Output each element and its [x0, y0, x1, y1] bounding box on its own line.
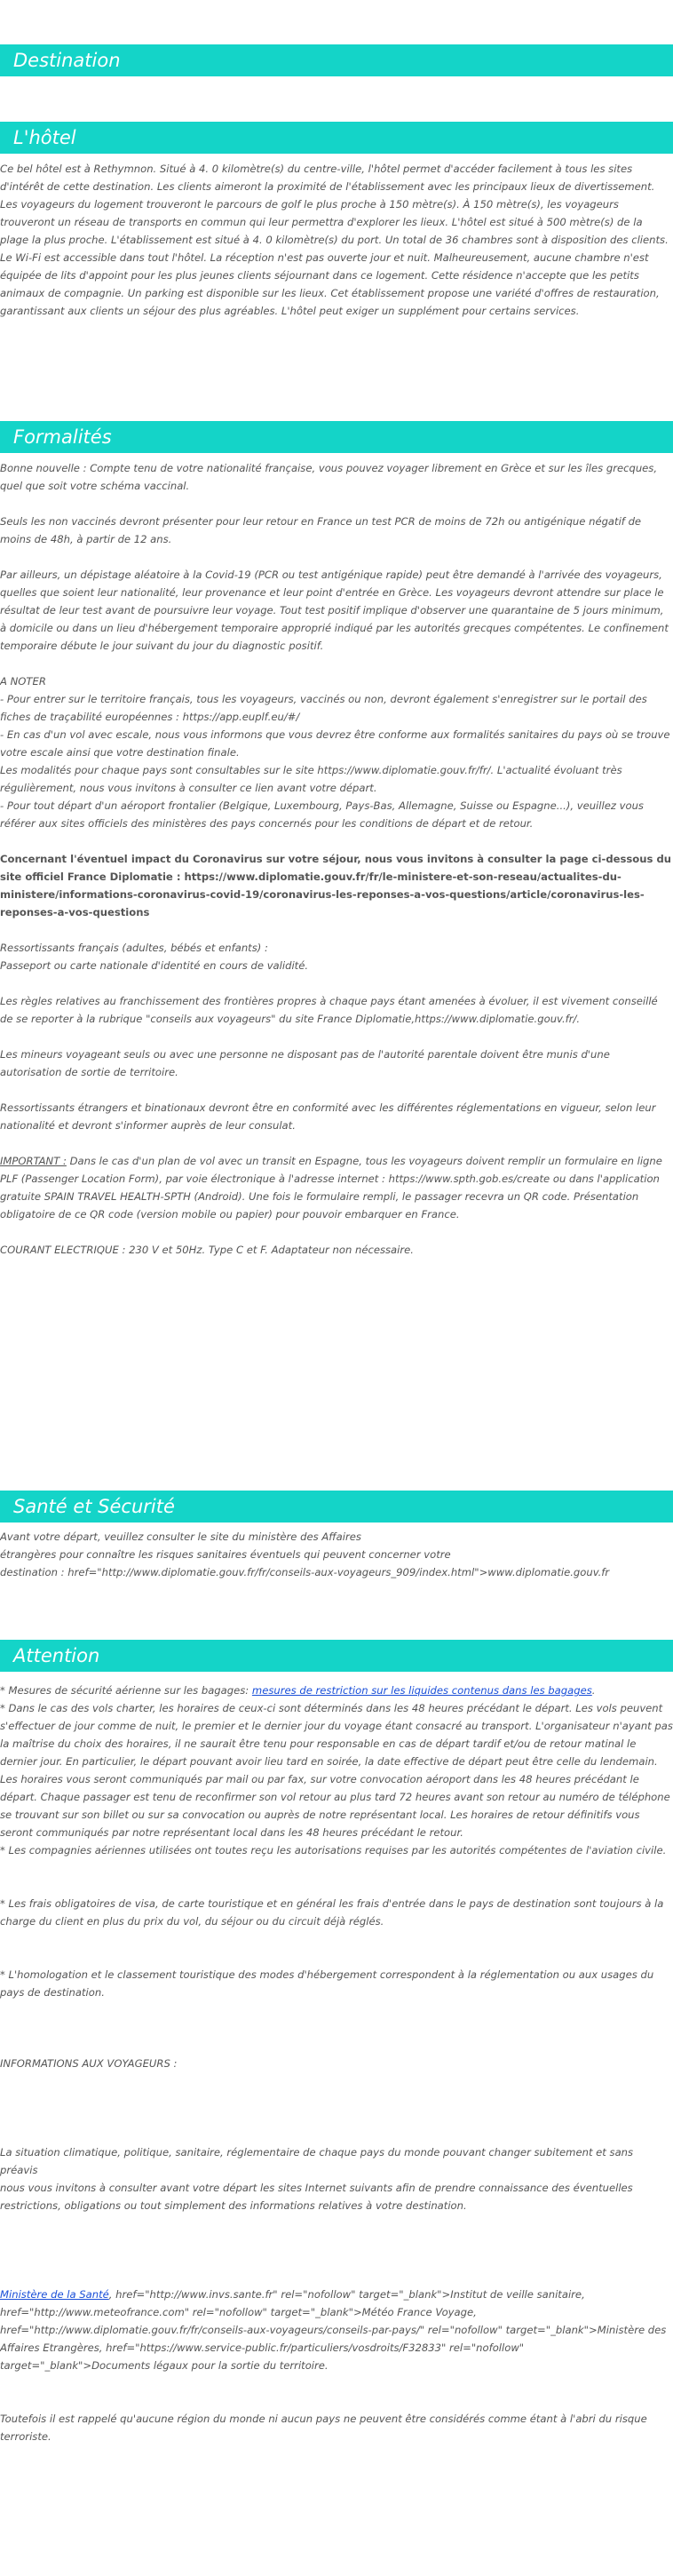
note-line: - Pour tout départ d'un aéroport frontalier (Belgique, Luxembourg, Pays-Bas, Allemagne, Suisse ou Espagne...), veuillez vous référer aux sites officiels des ministères des pays concernés pour les conditions de départ et de retour. [0, 799, 644, 830]
sante-content [0, 1528, 673, 1581]
section-title: Destination [13, 50, 121, 71]
compagnies-paragraph: * Les compagnies aériennes utilisées ont toutes reçu les autorisations requises par les autorités compétentes de l'aviation civile. [0, 1844, 667, 1856]
section-title: L'hôtel [13, 127, 76, 148]
courant-paragraph: COURANT ELECTRIQUE : 230 V et 50Hz. Type C et F. Adaptateur non nécessaire. [0, 1244, 414, 1256]
ressortissants-line: Passeport ou carte nationale d'identité en cours de validité. [0, 959, 309, 972]
frais-paragraph: * Les frais obligatoires de visa, de carte touristique et en général les frais d'entrée dans le pays de destination sont toujours à la charge du client en plus du prix du vol, du séjour ou du circuit déjà réglés. [0, 1897, 664, 1928]
liquides-link[interactable]: mesures de restriction sur les liquides contenus dans les bagages [251, 1684, 592, 1697]
section-header-destination [0, 44, 673, 76]
ministere-rest: , href="http://www.invs.sante.fr" rel="nofollow" target="_blank">Institut de veille sanitaire, href="http://www.meteofrance.com" rel="nofollow" target="_blank">Météo France Voyage, href="http://www.diplomatie.gouv.fr/fr/conseils-aux-voyageurs/conseils-par-pays/" rel="nofollow" target="_blank">Ministère des Affaires Etrangères, href="https://www.service-public.fr/particuliers/vosdroits/F32833" rel="nofollow" target="_blank">Documents légaux pour la sortie du territoire. [0, 2288, 667, 2372]
homologation-paragraph: * L'homologation et le classement touristique des modes d'hébergement correspondent à la réglementation ou aux usages du pays de destination. [0, 1968, 654, 1999]
section-title: Attention [13, 1645, 100, 1666]
formalites-paragraph: Seuls les non vaccinés devront présenter pour leur retour en France un test PCR de moins de 72h ou antigénique négatif de moins de 48h, à partir de 12 ans. [0, 515, 642, 545]
important-text: Dans le cas d'un plan de vol avec un transit en Espagne, tous les voyageurs doivent remplir un formulaire en ligne PLF (Passenger Location Form), par voie électronique à l'adresse internet : https://www.spth.gob.es/create ou dans l'application gratuite SPAIN TRAVEL HEALTH-SPTH (Android). Une fois le formulaire rempli, le passager recevra un QR code. Présentation obligatoire de ce QR code (version mobile ou papier) pour pouvoir embarquer en France. [0, 1155, 662, 1220]
mesures-paragraph [0, 1682, 673, 1699]
sante-line: destination : href="http://www.diplomatie.gouv.fr/fr/conseils-aux-voyageurs_909/index.html">www.diplomatie.gouv.fr [0, 1566, 610, 1578]
important-paragraph [0, 1152, 673, 1223]
note-title: A NOTER [0, 675, 46, 688]
situation-line: nous vous invitons à consulter avant votre départ les sites Internet suivants afin de prendre connaissance des éventuelles restrictions, obligations ou tout simplement des informations relatives à votre destination. [0, 2182, 633, 2212]
ressortissants-line: Ressortissants français (adultes, bébés et enfants) : [0, 942, 268, 954]
mesures-suffix: . [591, 1684, 596, 1697]
ministere-paragraph [0, 2286, 673, 2374]
sante-line: étrangères pour connaître les risques sanitaires éventuels qui peuvent concerner votre [0, 1548, 451, 1561]
etrangers-paragraph: Ressortissants étrangers et binationaux devront être en conformité avec les différentes réglementations en vigueur, selon leur nationalité et devront s'informer auprès de leur consulat. [0, 1101, 656, 1132]
section-title: Formalités [13, 426, 112, 448]
formalites-content [0, 459, 673, 1259]
hotel-description [0, 160, 673, 320]
vols-charter-paragraph: * Dans le cas des vols charter, les horaires de ceux-ci sont déterminés dans les 48 heures précédant le départ. Les vols peuvent s'effectuer de jour comme de nuit, le premier et le dernier jour du voyage étant consacré au transport. L'organisateur n'ayant pas la maîtrise du choix des horaires, il ne saurait être tenu pour responsable en cas de départ tardif et/ou de retour matinal le dernier jour. En particulier, le départ pouvant avoir lieu tard en soirée, la date effective de départ peut être celle du lendemain. Les horaires vous seront communiqués par mail ou par fax, sur votre convocation aéroport dans les 48 heures précédant le départ. Chaque passager est tenu de reconfirmer son vol retour au plus tard 72 heures avant son retour au numéro de téléphone se trouvant sur son billet ou sur sa convocation ou auprès de notre représentant local. Les horaires de retour définitifs vous seront communiqués par notre représentant local dans les 48 heures précédant le retour. [0, 1702, 673, 1839]
coronavirus-notice: Concernant l'éventuel impact du Coronavirus sur votre séjour, nous vous invitons à consulter la page ci-dessous du site officiel France Diplomatie : https://www.diplomatie.gouv.fr/fr/le-ministere-et-son-reseau/actualites-du-ministere/informations-coronavirus-covid-19/coronavirus-les-reponses-a-vos-questions/article/coronavirus-les-reponses-a-vos-questions [0, 853, 672, 918]
important-label: IMPORTANT : [0, 1155, 67, 1167]
section-header-hotel [0, 122, 673, 154]
section-header-attention [0, 1640, 673, 1672]
situation-line: La situation climatique, politique, sanitaire, réglementaire de chaque pays du monde pouvant changer subitement et sans préavis [0, 2146, 634, 2176]
attention-content [0, 1682, 673, 2445]
section-header-sante [0, 1491, 673, 1523]
section-header-formalites [0, 421, 673, 453]
regles-paragraph: Les règles relatives au franchissement des frontières propres à chaque pays étant amenées à évoluer, il est vivement conseillé de se reporter à la rubrique "conseils aux voyageurs" du site France Diplomatie,https://www.diplomatie.gouv.fr/. [0, 995, 658, 1025]
note-line: Les modalités pour chaque pays sont consultables sur le site https://www.diplomatie.gouv.fr/fr/. L'actualité évoluant très régulièrement, nous vous invitons à consulter ce lien avant votre départ. [0, 764, 622, 794]
note-line: - Pour entrer sur le territoire français, tous les voyageurs, vaccinés ou non, devront également s'enregistrer sur le portail des fiches de traçabilité européennes : https://app.euplf.eu/#/ [0, 693, 647, 723]
mineurs-paragraph: Les mineurs voyageant seuls ou avec une personne ne disposant pas de l'autorité parentale doivent être munis d'une autorisation de sortie de territoire. [0, 1048, 610, 1078]
formalites-paragraph: Par ailleurs, un dépistage aléatoire à la Covid-19 (PCR ou test antigénique rapide) peut être demandé à l'arrivée des voyageurs, quelles que soient leur nationalité, leur provenance et leur point d'entrée en Grèce. Les voyageurs devront attendre sur place le résultat de leur test avant de poursuivre leur voyage. Tout test positif implique d'observer une quarantaine de 5 jours minimum, à domicile ou dans un lieu d'hébergement temporaire approprié indiqué par les autorités grecques compétentes. Le confinement temporaire débute le jour suivant du jour du diagnostic positif. [0, 568, 669, 652]
terroriste-paragraph: Toutefois il est rappelé qu'aucune région du monde ni aucun pays ne peuvent être considérés comme étant à l'abri du risque terroriste. [0, 2413, 647, 2443]
infos-voyageurs-title: INFORMATIONS AUX VOYAGEURS : [0, 2057, 178, 2070]
note-line: - En cas d'un vol avec escale, nous vous informons que vous devrez être conforme aux formalités sanitaires du pays où se trouve votre escale ainsi que votre destination finale. [0, 728, 670, 759]
hotel-text: Ce bel hôtel est à Rethymnon. Situé à 4. 0 kilomètre(s) du centre-ville, l'hôtel permet d'accéder facilement à tous les sites d'intérêt de cette destination. Les clients aimeront la proximité de l'établissement avec les principaux lieux de divertissement. Les voyageurs du logement trouveront le parcours de golf le plus proche à 150 mètre(s). À 150 mètre(s), les voyageurs trouveront un réseau de transports en commun qui leur permettra d'explorer les lieux. L'hôtel est situé à 500 mètre(s) de la plage la plus proche. L'établissement est situé à 4. 0 kilomètre(s) du port. Un total de 36 chambres sont à disposition des clients. Le Wi-Fi est accessible dans tout l'hôtel. La réception n'est pas ouverte jour et nuit. Malheureusement, aucune chambre n'est équipée de lits d'appoint pour les plus jeunes clients séjournant dans ce logement. Cette résidence n'accepte que les petits animaux de compagnie. Un parking est disponible sur les lieux. Cet établissement propose une variété d'offres de restauration, garantissant aux clients un séjour des plus agréables. L'hôtel peut exiger un supplément pour certains services. [0, 163, 669, 317]
mesures-prefix: * Mesures de sécurité aérienne sur les bagages: [0, 1684, 252, 1697]
sante-line: Avant votre départ, veuillez consulter le site du ministère des Affaires [0, 1530, 361, 1543]
section-title: Santé et Sécurité [13, 1496, 175, 1517]
ministere-sante-link[interactable]: Ministère de la Santé [0, 2288, 109, 2301]
formalites-paragraph: Bonne nouvelle : Compte tenu de votre nationalité française, vous pouvez voyager librement en Grèce et sur les îles grecques, quel que soit votre schéma vaccinal. [0, 462, 658, 492]
